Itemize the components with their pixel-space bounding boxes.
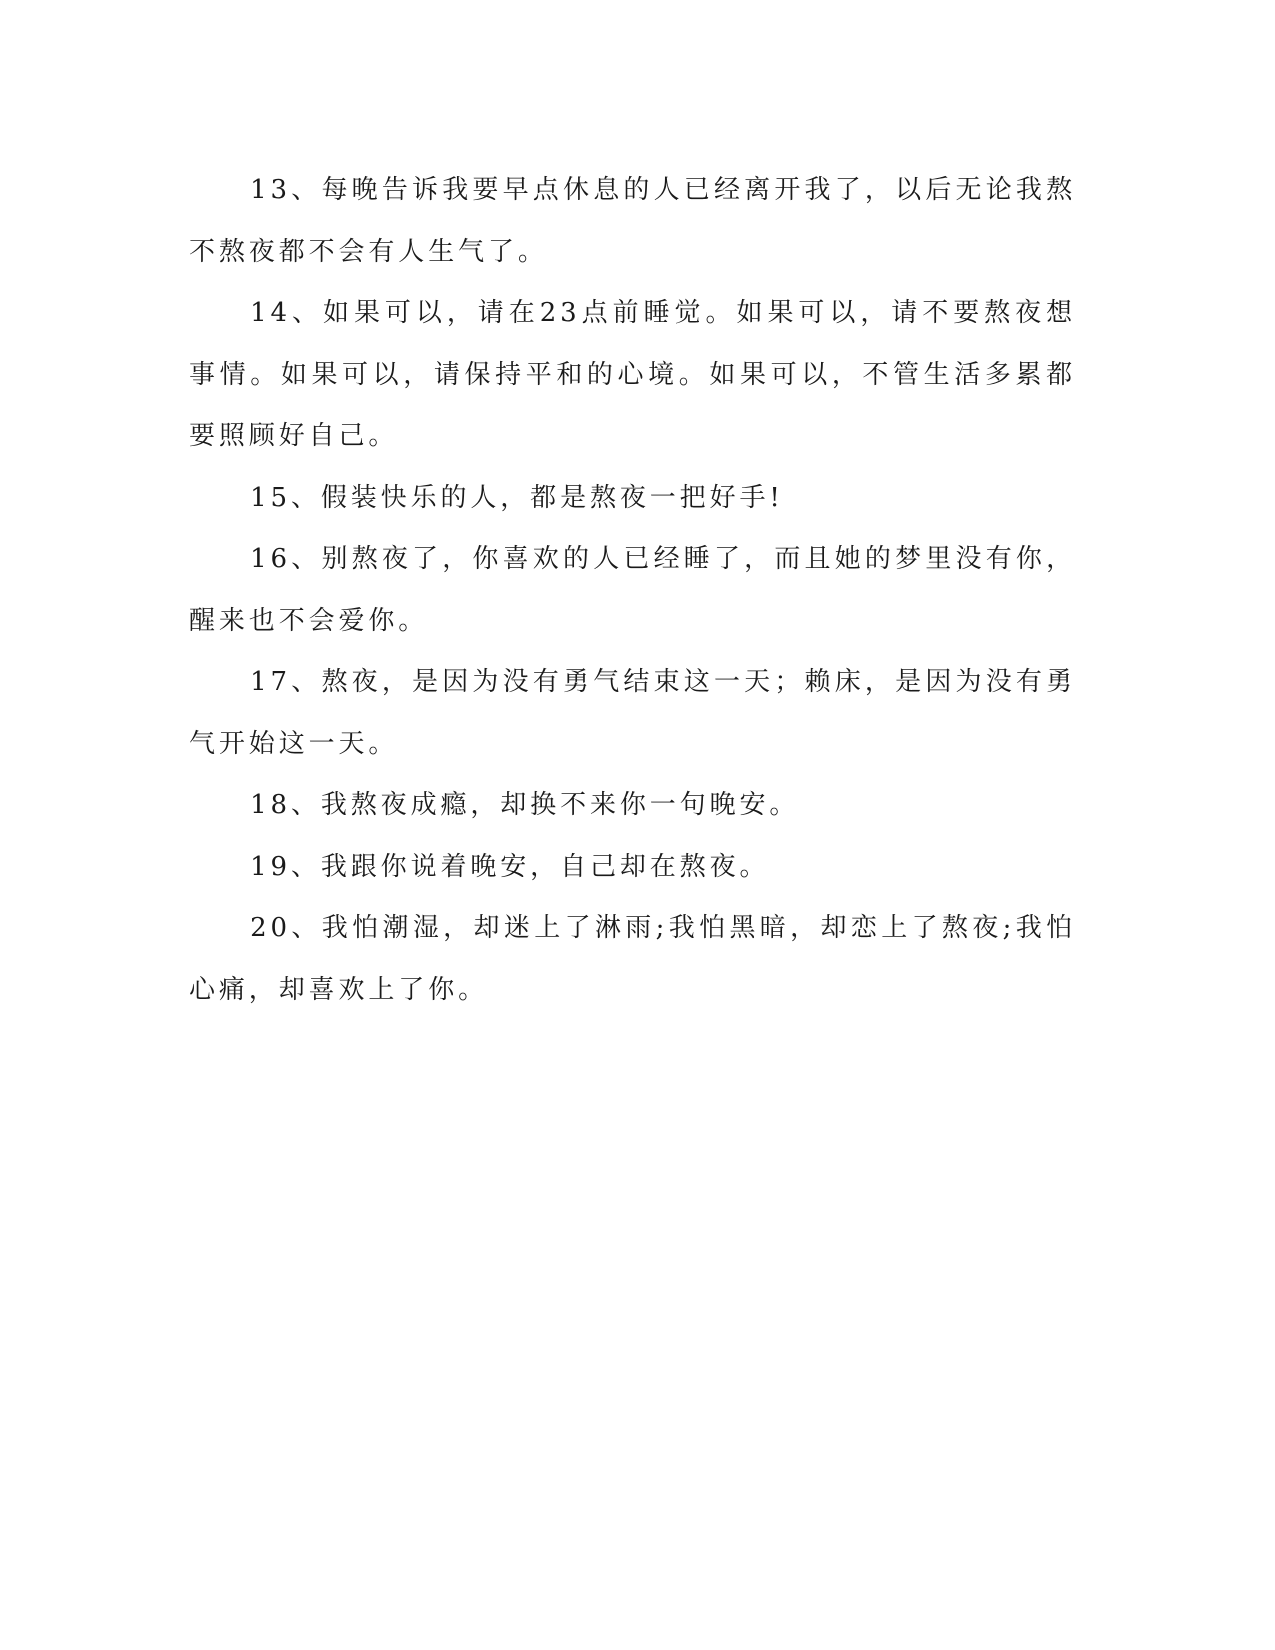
document-body [189,160,1076,1021]
paragraph-14: 14、如果可以，请在23点前睡觉。如果可以，请不要熬夜想事情。如果可以，请保持平和的心境。如果可以，不管生活多累都要照顾好自己。 [189,298,1076,451]
paragraph-15: 15、假装快乐的人，都是熬夜一把好手! [250,482,784,513]
paragraph-17: 17、熬夜，是因为没有勇气结束这一天；赖床，是因为没有勇气开始这一天。 [189,667,1076,759]
paragraph-19: 19、我跟你说着晚安，自己却在熬夜。 [250,851,770,882]
paragraph-18: 18、我熬夜成瘾，却换不来你一句晚安。 [250,790,800,820]
paragraph-16: 16、别熬夜了，你喜欢的人已经睡了，而且她的梦里没有你，醒来也不会爱你。 [189,544,1076,636]
paragraph-20: 20、我怕潮湿，却迷上了淋雨;我怕黑暗，却恋上了熬夜;我怕心痛，却喜欢上了你。 [189,913,1076,1005]
paragraph-13: 13、每晚告诉我要早点休息的人已经离开我了，以后无论我熬不熬夜都不会有人生气了。 [189,175,1076,267]
